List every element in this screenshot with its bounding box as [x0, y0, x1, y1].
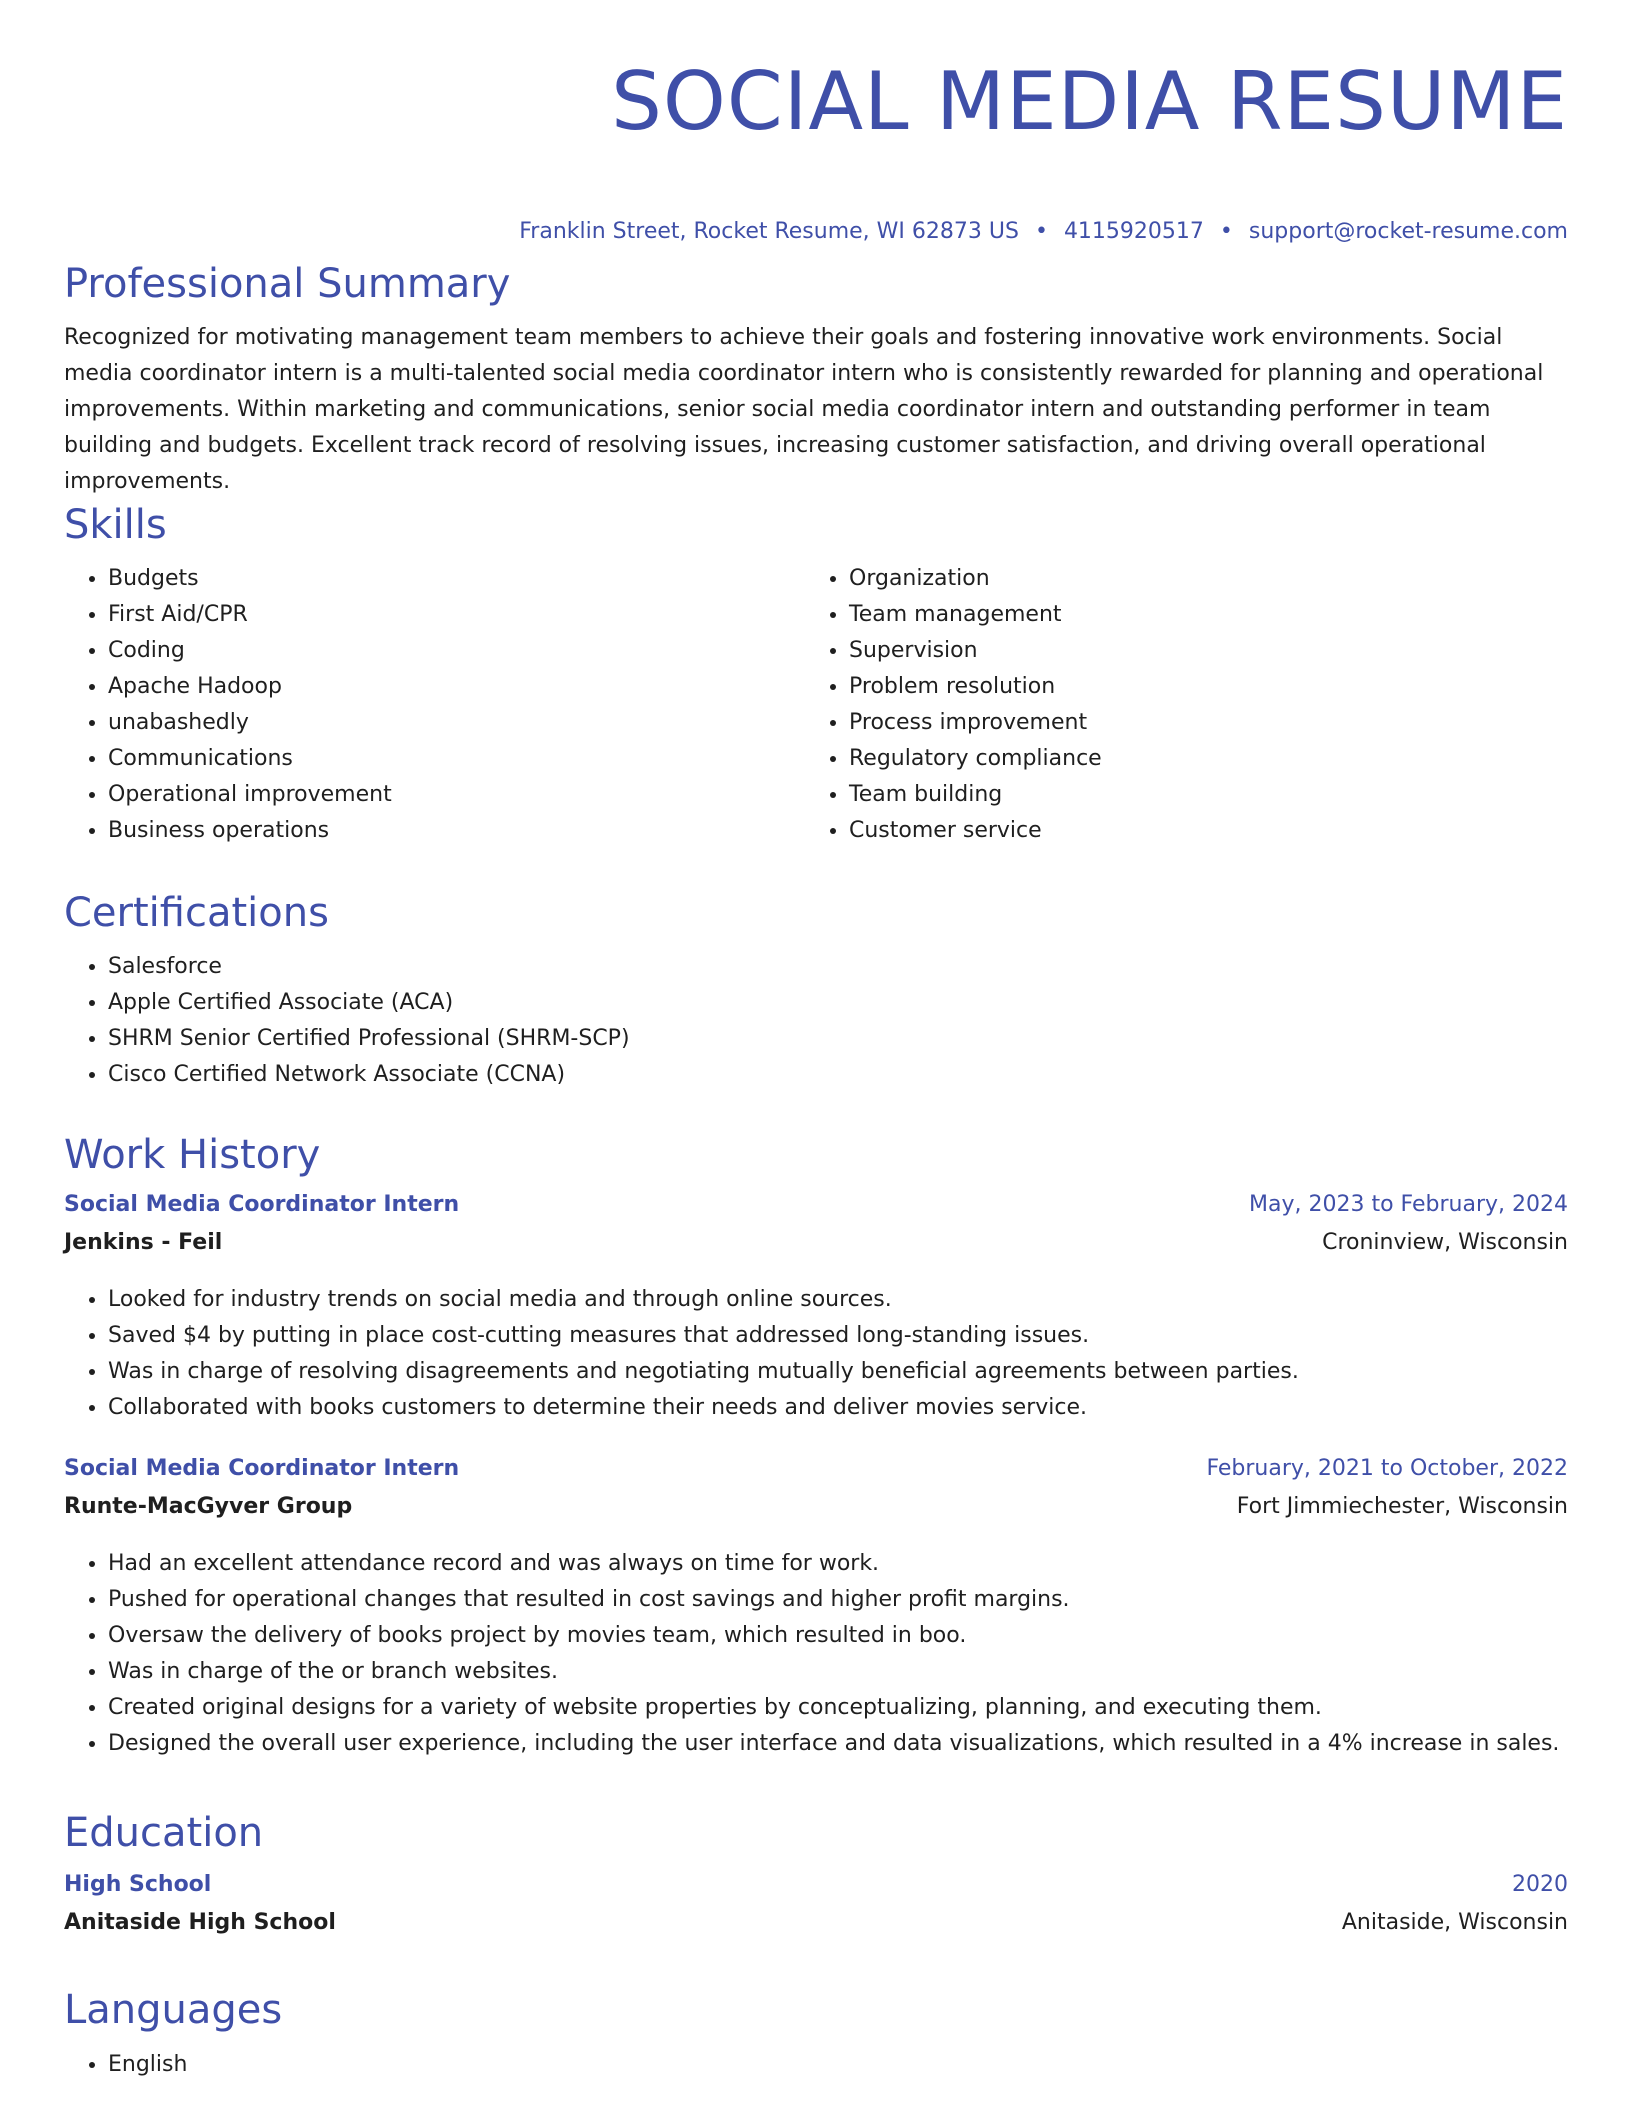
skill-item: • Team management	[849, 597, 1546, 633]
skills-list-right	[805, 561, 1546, 849]
degree: High School	[64, 1872, 212, 1897]
job-company-row	[64, 1494, 1568, 1534]
company-name: Jenkins - Feil	[64, 1230, 223, 1255]
skills-list-left	[64, 561, 805, 849]
language-item: • English	[108, 2047, 1568, 2083]
school-location: Anitaside, Wisconsin	[1341, 1910, 1568, 1935]
certification-item: • Cisco Certified Network Associate (CCNA)	[108, 1057, 1568, 1093]
job-bullet: • Collaborated with books customers to determine their needs and deliver movies service.	[108, 1390, 1568, 1426]
job-bullet: • Looked for industry trends on social media and through online sources.	[108, 1282, 1568, 1318]
certification-item: • SHRM Senior Certified Professional (SHRM-SCP)	[108, 1021, 1568, 1057]
job-bullet: • Was in charge of resolving disagreements and negotiating mutually beneficial agreements between parties.	[108, 1354, 1568, 1390]
certification-item: • Apple Certified Associate (ACA)	[108, 985, 1568, 1021]
job-bullet: • Oversaw the delivery of books project by movies team, which resulted in boo.	[108, 1618, 1568, 1654]
contact-line	[64, 218, 1568, 246]
job-bullet: • Created original designs for a variety of website properties by conceptualizing, planning, and executing them.	[108, 1690, 1568, 1726]
job-location: Fort Jimmiechester, Wisconsin	[1236, 1494, 1568, 1519]
job-dates: February, 2021 to October, 2022	[1206, 1456, 1568, 1481]
skills-columns	[64, 561, 1568, 849]
certifications-section	[64, 888, 1568, 1093]
skill-item: • Customer service	[849, 813, 1546, 849]
job-entry	[64, 1456, 1568, 1762]
certifications-list	[64, 949, 1568, 1093]
work-history-section	[64, 1130, 1568, 1762]
education-school-row	[64, 1910, 1568, 1950]
skill-item: • Team building	[849, 777, 1546, 813]
company-name: Runte-MacGyver Group	[64, 1494, 353, 1519]
resume-header	[64, 0, 1568, 246]
skills-section	[64, 500, 1568, 849]
separator: •	[1034, 219, 1048, 244]
skill-item: • Apache Hadoop	[108, 669, 805, 705]
job-dates: May, 2023 to February, 2024	[1249, 1192, 1568, 1217]
certification-item: • Salesforce	[108, 949, 1568, 985]
resume-title: SOCIAL MEDIA RESUME	[611, 55, 1568, 148]
skill-item: • Organization	[849, 561, 1546, 597]
job-title: Social Media Coordinator Intern	[64, 1192, 460, 1217]
languages-heading: Languages	[64, 1987, 283, 2033]
summary-heading: Professional Summary	[64, 261, 511, 307]
phone: 4115920517	[1063, 219, 1204, 244]
job-header-row	[64, 1456, 1568, 1494]
job-bullet: • Had an excellent attendance record and was always on time for work.	[108, 1546, 1568, 1582]
job-bullet: • Saved $4 by putting in place cost-cutting measures that addressed long-standing issues.	[108, 1318, 1568, 1354]
job-bullets	[64, 1282, 1568, 1426]
education-header-row	[64, 1872, 1568, 1910]
job-company-row	[64, 1230, 1568, 1270]
school-name: Anitaside High School	[64, 1910, 336, 1935]
skill-item: • Business operations	[108, 813, 805, 849]
job-bullet: • Pushed for operational changes that resulted in cost savings and higher profit margins.	[108, 1582, 1568, 1618]
skill-item: • Problem resolution	[849, 669, 1546, 705]
languages-list	[64, 2047, 1568, 2083]
skills-heading: Skills	[64, 502, 167, 548]
skill-item: • Supervision	[849, 633, 1546, 669]
job-entry	[64, 1192, 1568, 1426]
skill-item: • Operational improvement	[108, 777, 805, 813]
address: Franklin Street, Rocket Resume, WI 62873 US	[519, 219, 1019, 244]
skill-item: • Communications	[108, 741, 805, 777]
work-history-heading: Work History	[64, 1132, 321, 1178]
separator: •	[1219, 219, 1233, 244]
job-bullets	[64, 1546, 1568, 1762]
email-link[interactable]: support@rocket-resume.com	[1248, 219, 1568, 244]
education-heading: Education	[64, 1810, 264, 1856]
skill-item: • Process improvement	[849, 705, 1546, 741]
certifications-heading: Certifications	[64, 890, 329, 936]
education-section	[64, 1808, 1568, 1950]
summary-section	[64, 259, 1568, 500]
job-bullet: • Designed the overall user experience, including the user interface and data visualizations, which resulted in a 4% increase in sales.	[108, 1726, 1568, 1762]
job-header-row	[64, 1192, 1568, 1230]
skill-item: • Regulatory compliance	[849, 741, 1546, 777]
languages-section	[64, 1985, 1568, 2083]
skill-item: • Coding	[108, 633, 805, 669]
skill-item: • unabashedly	[108, 705, 805, 741]
skill-item: • Budgets	[108, 561, 805, 597]
job-bullet: • Was in charge of the or branch websites.	[108, 1654, 1568, 1690]
job-title: Social Media Coordinator Intern	[64, 1456, 460, 1481]
skill-item: • First Aid/CPR	[108, 597, 805, 633]
job-location: Croninview, Wisconsin	[1322, 1230, 1568, 1255]
summary-text: Recognized for motivating management team members to achieve their goals and fostering innovative work environments. Social media coordinator intern is a multi-talented social media coordinator intern who is consistently rewarded for planning and operational improvements. Within marketing and communications, senior social media coordinator intern and outstanding performer in team building and budgets. Excellent track record of resolving issues, increasing customer satisfaction, and driving overall operational improvements.	[64, 325, 1544, 494]
graduation-year: 2020	[1512, 1872, 1568, 1897]
